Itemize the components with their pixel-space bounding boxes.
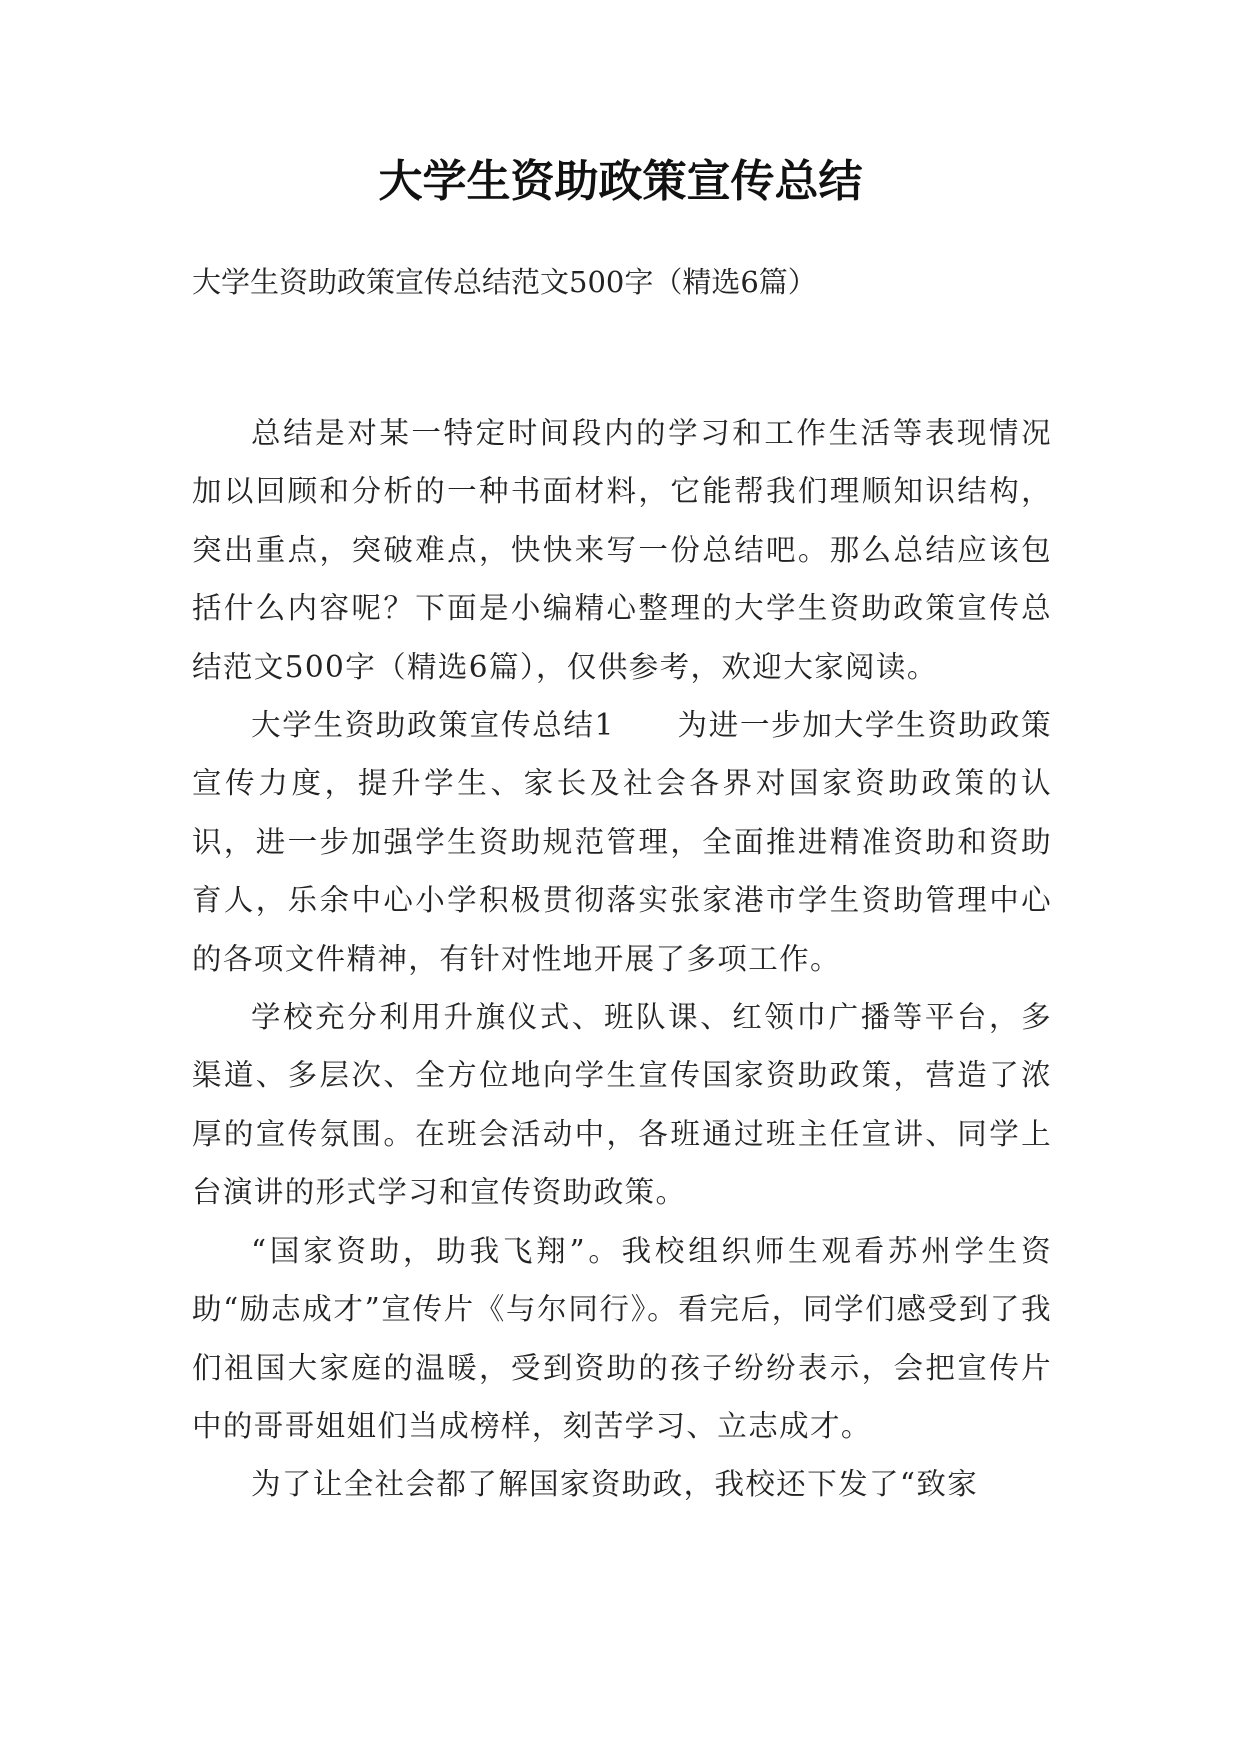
body-paragraph: 总结是对某一特定时间段内的学习和工作生活等表现情况加以回顾和分析的一种书面材料，它能帮我们理顺知识结构，突出重点，突破难点，快快来写一份总结吧。那么总结应该包括什么内容呢？下面是小编精心整理的大学生资助政策宣传总结范文500字（精选6篇），仅供参考，欢迎大家阅读。 [192, 416, 1052, 684]
document-body [192, 404, 1052, 1514]
document-title: 大学生资助政策宣传总结 [378, 156, 863, 207]
body-paragraph: 学校充分利用升旗仪式、班队课、红领巾广播等平台，多渠道、多层次、全方位地向学生宣传国家资助政策，营造了浓厚的宣传氛围。在班会活动中，各班通过班主任宣讲、同学上台演讲的形式学习和宣传资助政策。 [192, 1000, 1052, 1210]
body-paragraph: “国家资助，助我飞翔”。我校组织师生观看苏州学生资助“励志成才”宣传片《与尔同行》。看完后，同学们感受到了我们祖国大家庭的温暖，受到资助的孩子纷纷表示，会把宣传片中的哥哥姐姐们当成榜样，刻苦学习、立志成才。 [192, 1233, 1052, 1443]
body-paragraph: 为了让全社会都了解国家资助政，我校还下发了“致家 [251, 1467, 979, 1502]
document-subtitle: 大学生资助政策宣传总结范文500字（精选6篇） [192, 265, 817, 299]
body-paragraph: 大学生资助政策宣传总结1 为进一步加大学生资助政策宣传力度，提升学生、家长及社会各界对国家资助政策的认识，进一步加强学生资助规范管理，全面推进精准资助和资助育人，乐余中心小学积极贯彻落实张家港市学生资助管理中心的各项文件精神，有针对性地开展了多项工作。 [192, 708, 1052, 976]
